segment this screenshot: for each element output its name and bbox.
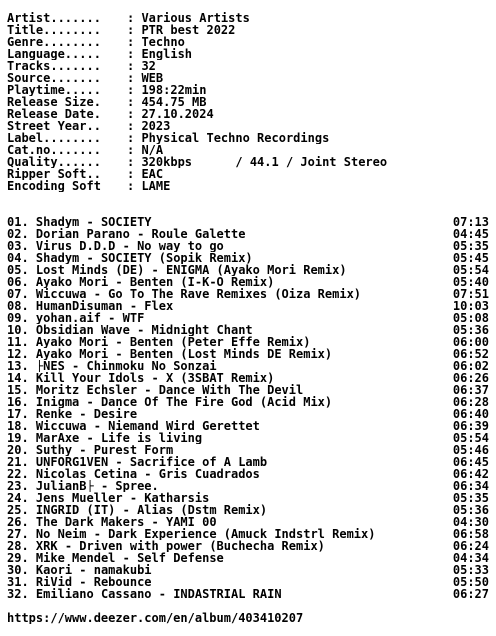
metadata-key: Encoding Soft bbox=[7, 180, 101, 192]
metadata-key: Ripper Soft.. bbox=[7, 168, 101, 180]
track-title: Nicolas Cetina - Gris Cuadrados bbox=[35, 468, 260, 480]
track-title: No Neim - Dark Experience (Amuck Indstrl Remix) bbox=[35, 528, 376, 540]
track-title: Kill Your Idols - X (3SBAT Remix) bbox=[35, 372, 275, 384]
track-number: 25. bbox=[7, 504, 29, 516]
track-duration: 06:58 bbox=[452, 528, 489, 540]
track-row bbox=[7, 504, 489, 516]
track-duration: 05:36 bbox=[452, 504, 489, 516]
track-number: 20. bbox=[7, 444, 29, 456]
track-row bbox=[7, 360, 489, 372]
metadata-separator: : bbox=[127, 12, 142, 24]
metadata-value: English bbox=[141, 48, 193, 60]
track-number: 17. bbox=[7, 408, 29, 420]
track-number: 23. bbox=[7, 480, 29, 492]
track-title: HumanDisuman - Flex bbox=[35, 300, 174, 312]
track-number: 01. bbox=[7, 216, 29, 228]
track-duration: 06:37 bbox=[452, 384, 489, 396]
metadata-separator: : bbox=[127, 120, 142, 132]
album-url[interactable]: https://www.deezer.com/en/album/403410207 bbox=[7, 612, 304, 624]
track-number: 13. bbox=[7, 360, 29, 372]
track-number: 09. bbox=[7, 312, 29, 324]
track-number: 07. bbox=[7, 288, 29, 300]
metadata-key: Street Year.. bbox=[7, 120, 101, 132]
metadata-separator: : bbox=[127, 24, 142, 36]
metadata-separator: : bbox=[127, 96, 142, 108]
metadata-value: 32 bbox=[141, 60, 156, 72]
track-row bbox=[7, 528, 489, 540]
track-row bbox=[7, 480, 489, 492]
track-number: 03. bbox=[7, 240, 29, 252]
track-duration: 10:03 bbox=[452, 300, 489, 312]
track-title: MarAxe - Life is living bbox=[35, 432, 203, 444]
track-title: yohan.aif - WTF bbox=[35, 312, 145, 324]
metadata-value: 454.75 MB bbox=[141, 96, 207, 108]
track-title: Suthy - Purest Form bbox=[35, 444, 174, 456]
metadata-row bbox=[7, 156, 489, 168]
metadata-row bbox=[7, 12, 489, 24]
track-entry bbox=[7, 492, 209, 504]
track-number: 29. bbox=[7, 552, 29, 564]
track-title: Ayako Mori - Benten (I-K-O Remix) bbox=[35, 276, 275, 288]
track-number: 04. bbox=[7, 252, 29, 264]
metadata-separator: : bbox=[127, 48, 142, 60]
track-number: 21. bbox=[7, 456, 29, 468]
track-row bbox=[7, 372, 489, 384]
metadata-key: Genre........ bbox=[7, 36, 101, 48]
track-number: 18. bbox=[7, 420, 29, 432]
track-title: Shadym - SOCIETY (Sopik Remix) bbox=[35, 252, 253, 264]
track-duration: 06:34 bbox=[452, 480, 489, 492]
track-title: Jens Mueller - Katharsis bbox=[35, 492, 210, 504]
track-row bbox=[7, 468, 489, 480]
track-duration: 07:13 bbox=[452, 216, 489, 228]
track-title: ├NES - Chinmoku No Sonzai bbox=[35, 360, 217, 372]
track-row bbox=[7, 540, 489, 552]
track-entry bbox=[7, 252, 253, 264]
track-duration: 05:35 bbox=[452, 492, 489, 504]
track-entry bbox=[7, 456, 267, 468]
metadata-value: LAME bbox=[141, 180, 171, 192]
track-title: Inigma - Dance Of The Fire God (Acid Mix) bbox=[35, 396, 333, 408]
track-duration: 06:45 bbox=[452, 456, 489, 468]
metadata-row bbox=[7, 132, 489, 144]
metadata-value: PTR best 2022 bbox=[141, 24, 236, 36]
track-number: 05. bbox=[7, 264, 29, 276]
metadata-separator: : bbox=[127, 36, 142, 48]
track-title: RiVid - Rebounce bbox=[35, 576, 152, 588]
metadata-row bbox=[7, 48, 489, 60]
track-duration: 06:28 bbox=[452, 396, 489, 408]
track-duration: 06:42 bbox=[452, 468, 489, 480]
track-duration: 05:54 bbox=[452, 432, 489, 444]
track-title: JulianB├ - Spree. bbox=[35, 480, 159, 492]
metadata-row bbox=[7, 24, 489, 36]
metadata-value: 27.10.2024 bbox=[141, 108, 214, 120]
track-entry bbox=[7, 348, 332, 360]
track-duration: 04:34 bbox=[452, 552, 489, 564]
track-number: 10. bbox=[7, 324, 29, 336]
track-row bbox=[7, 456, 489, 468]
track-row bbox=[7, 588, 489, 600]
track-entry bbox=[7, 540, 325, 552]
metadata-row bbox=[7, 60, 489, 72]
track-duration: 05:50 bbox=[452, 576, 489, 588]
track-number: 06. bbox=[7, 276, 29, 288]
metadata-key: Playtime..... bbox=[7, 84, 101, 96]
metadata-value: EAC bbox=[141, 168, 164, 180]
metadata-row bbox=[7, 36, 489, 48]
metadata-block bbox=[7, 12, 489, 192]
metadata-row bbox=[7, 168, 489, 180]
track-entry bbox=[7, 432, 202, 444]
track-duration: 04:45 bbox=[452, 228, 489, 240]
track-title: Mike Mendel - Self Defense bbox=[35, 552, 224, 564]
track-number: 24. bbox=[7, 492, 29, 504]
track-number: 28. bbox=[7, 540, 29, 552]
track-duration: 05:54 bbox=[452, 264, 489, 276]
track-row bbox=[7, 228, 489, 240]
track-entry bbox=[7, 576, 152, 588]
metadata-value: Various Artists bbox=[141, 12, 250, 24]
track-entry bbox=[7, 324, 253, 336]
track-duration: 06:27 bbox=[452, 588, 489, 600]
metadata-separator: : bbox=[127, 180, 142, 192]
metadata-row bbox=[7, 120, 489, 132]
metadata-separator: : bbox=[127, 144, 142, 156]
metadata-row bbox=[7, 96, 489, 108]
metadata-value: N/A bbox=[141, 144, 164, 156]
metadata-row bbox=[7, 72, 489, 84]
track-entry bbox=[7, 504, 267, 516]
track-row bbox=[7, 276, 489, 288]
track-entry bbox=[7, 372, 274, 384]
track-duration: 06:00 bbox=[452, 336, 489, 348]
spacer bbox=[7, 192, 489, 204]
track-row bbox=[7, 240, 489, 252]
track-row bbox=[7, 408, 489, 420]
track-title: Ayako Mori - Benten (Peter Effe Remix) bbox=[35, 336, 311, 348]
track-row bbox=[7, 216, 489, 228]
track-number: 19. bbox=[7, 432, 29, 444]
track-entry bbox=[7, 216, 152, 228]
track-number: 08. bbox=[7, 300, 29, 312]
track-duration: 04:30 bbox=[452, 516, 489, 528]
metadata-value: Physical Techno Recordings bbox=[141, 132, 330, 144]
track-entry bbox=[7, 384, 303, 396]
track-title: The Dark Makers - YAMI 00 bbox=[35, 516, 217, 528]
metadata-separator: : bbox=[127, 60, 142, 72]
track-duration: 05:33 bbox=[452, 564, 489, 576]
metadata-key: Artist....... bbox=[7, 12, 101, 24]
track-row bbox=[7, 336, 489, 348]
track-row bbox=[7, 420, 489, 432]
track-row bbox=[7, 300, 489, 312]
track-entry bbox=[7, 300, 173, 312]
track-entry bbox=[7, 480, 159, 492]
track-duration: 06:52 bbox=[452, 348, 489, 360]
metadata-key: Release Date. bbox=[7, 108, 101, 120]
track-duration: 07:51 bbox=[452, 288, 489, 300]
metadata-separator: : bbox=[127, 168, 142, 180]
release-info-document bbox=[7, 12, 489, 624]
track-title: Wiccuwa - Go To The Rave Remixes (Oiza Remix) bbox=[35, 288, 362, 300]
track-number: 12. bbox=[7, 348, 29, 360]
metadata-value: 2023 bbox=[141, 120, 171, 132]
track-entry bbox=[7, 588, 282, 600]
track-row bbox=[7, 492, 489, 504]
track-duration: 05:08 bbox=[452, 312, 489, 324]
track-number: 26. bbox=[7, 516, 29, 528]
metadata-row bbox=[7, 144, 489, 156]
track-duration: 05:45 bbox=[452, 252, 489, 264]
track-row bbox=[7, 564, 489, 576]
track-number: 22. bbox=[7, 468, 29, 480]
metadata-key: Tracks....... bbox=[7, 60, 101, 72]
metadata-key: Quality...... bbox=[7, 156, 101, 168]
track-entry bbox=[7, 288, 361, 300]
track-entry bbox=[7, 360, 217, 372]
track-row bbox=[7, 348, 489, 360]
track-title: UNFORG1VEN - Sacrifice of A Lamb bbox=[35, 456, 268, 468]
track-title: Lost Minds (DE) - ENIGMA (Ayako Mori Remix) bbox=[35, 264, 347, 276]
track-number: 31. bbox=[7, 576, 29, 588]
track-entry bbox=[7, 444, 173, 456]
track-row bbox=[7, 264, 489, 276]
track-number: 14. bbox=[7, 372, 29, 384]
track-row bbox=[7, 396, 489, 408]
track-row bbox=[7, 516, 489, 528]
track-row bbox=[7, 312, 489, 324]
track-duration: 06:40 bbox=[452, 408, 489, 420]
track-row bbox=[7, 444, 489, 456]
tracklist bbox=[7, 216, 489, 600]
track-duration: 06:24 bbox=[452, 540, 489, 552]
track-number: 15. bbox=[7, 384, 29, 396]
track-number: 02. bbox=[7, 228, 29, 240]
track-number: 30. bbox=[7, 564, 29, 576]
track-entry bbox=[7, 468, 260, 480]
track-entry bbox=[7, 240, 224, 252]
track-entry bbox=[7, 552, 224, 564]
track-entry bbox=[7, 396, 332, 408]
track-title: Obsidian Wave - Midnight Chant bbox=[35, 324, 253, 336]
metadata-separator: : bbox=[127, 156, 142, 168]
metadata-value: WEB bbox=[141, 72, 164, 84]
metadata-row bbox=[7, 108, 489, 120]
track-duration: 06:26 bbox=[452, 372, 489, 384]
metadata-key: Release Size. bbox=[7, 96, 101, 108]
track-row bbox=[7, 576, 489, 588]
track-duration: 05:36 bbox=[452, 324, 489, 336]
track-title: Wiccuwa - Niemand Wird Gerettet bbox=[35, 420, 260, 432]
metadata-key: Cat.no....... bbox=[7, 144, 101, 156]
metadata-key: Source....... bbox=[7, 72, 101, 84]
track-number: 11. bbox=[7, 336, 29, 348]
track-row bbox=[7, 324, 489, 336]
track-title: Virus D.D.D - No way to go bbox=[35, 240, 224, 252]
track-row bbox=[7, 384, 489, 396]
track-duration: 05:46 bbox=[452, 444, 489, 456]
metadata-row bbox=[7, 84, 489, 96]
metadata-separator: : bbox=[127, 108, 142, 120]
metadata-separator: : bbox=[127, 132, 142, 144]
metadata-separator: : bbox=[127, 84, 142, 96]
track-entry bbox=[7, 312, 144, 324]
track-duration: 06:39 bbox=[452, 420, 489, 432]
track-row bbox=[7, 432, 489, 444]
track-number: 32. bbox=[7, 588, 29, 600]
track-entry bbox=[7, 228, 245, 240]
track-title: Dorian Parano - Roule Galette bbox=[35, 228, 246, 240]
track-title: Emiliano Cassano - INDASTRIAL RAIN bbox=[35, 588, 282, 600]
track-entry bbox=[7, 420, 260, 432]
track-entry bbox=[7, 528, 375, 540]
metadata-value: Techno bbox=[141, 36, 185, 48]
metadata-value: 198:22min bbox=[141, 84, 207, 96]
track-entry bbox=[7, 276, 274, 288]
track-duration: 06:02 bbox=[452, 360, 489, 372]
track-entry bbox=[7, 408, 137, 420]
track-entry bbox=[7, 264, 347, 276]
track-entry bbox=[7, 516, 217, 528]
metadata-value: 320kbps / 44.1 / Joint Stereo bbox=[141, 156, 388, 168]
track-entry bbox=[7, 564, 152, 576]
metadata-key: Language..... bbox=[7, 48, 101, 60]
track-title: INGRID (IT) - Alias (Dstm Remix) bbox=[35, 504, 268, 516]
track-entry bbox=[7, 336, 310, 348]
track-title: Kaori - namakubi bbox=[35, 564, 152, 576]
track-duration: 05:40 bbox=[452, 276, 489, 288]
track-row bbox=[7, 288, 489, 300]
metadata-key: Label........ bbox=[7, 132, 101, 144]
spacer bbox=[7, 204, 489, 216]
track-duration: 05:35 bbox=[452, 240, 489, 252]
metadata-separator: : bbox=[127, 72, 142, 84]
track-title: Moritz Echsler - Dance With The Devil bbox=[35, 384, 304, 396]
metadata-key: Title........ bbox=[7, 24, 101, 36]
track-row bbox=[7, 552, 489, 564]
track-number: 16. bbox=[7, 396, 29, 408]
track-row bbox=[7, 252, 489, 264]
track-number: 27. bbox=[7, 528, 29, 540]
track-title: Ayako Mori - Benten (Lost Minds DE Remix) bbox=[35, 348, 333, 360]
track-title: XRK - Driven with power (Buchecha Remix) bbox=[35, 540, 325, 552]
track-title: Shadym - SOCIETY bbox=[35, 216, 152, 228]
track-title: Renke - Desire bbox=[35, 408, 138, 420]
metadata-row bbox=[7, 180, 489, 192]
